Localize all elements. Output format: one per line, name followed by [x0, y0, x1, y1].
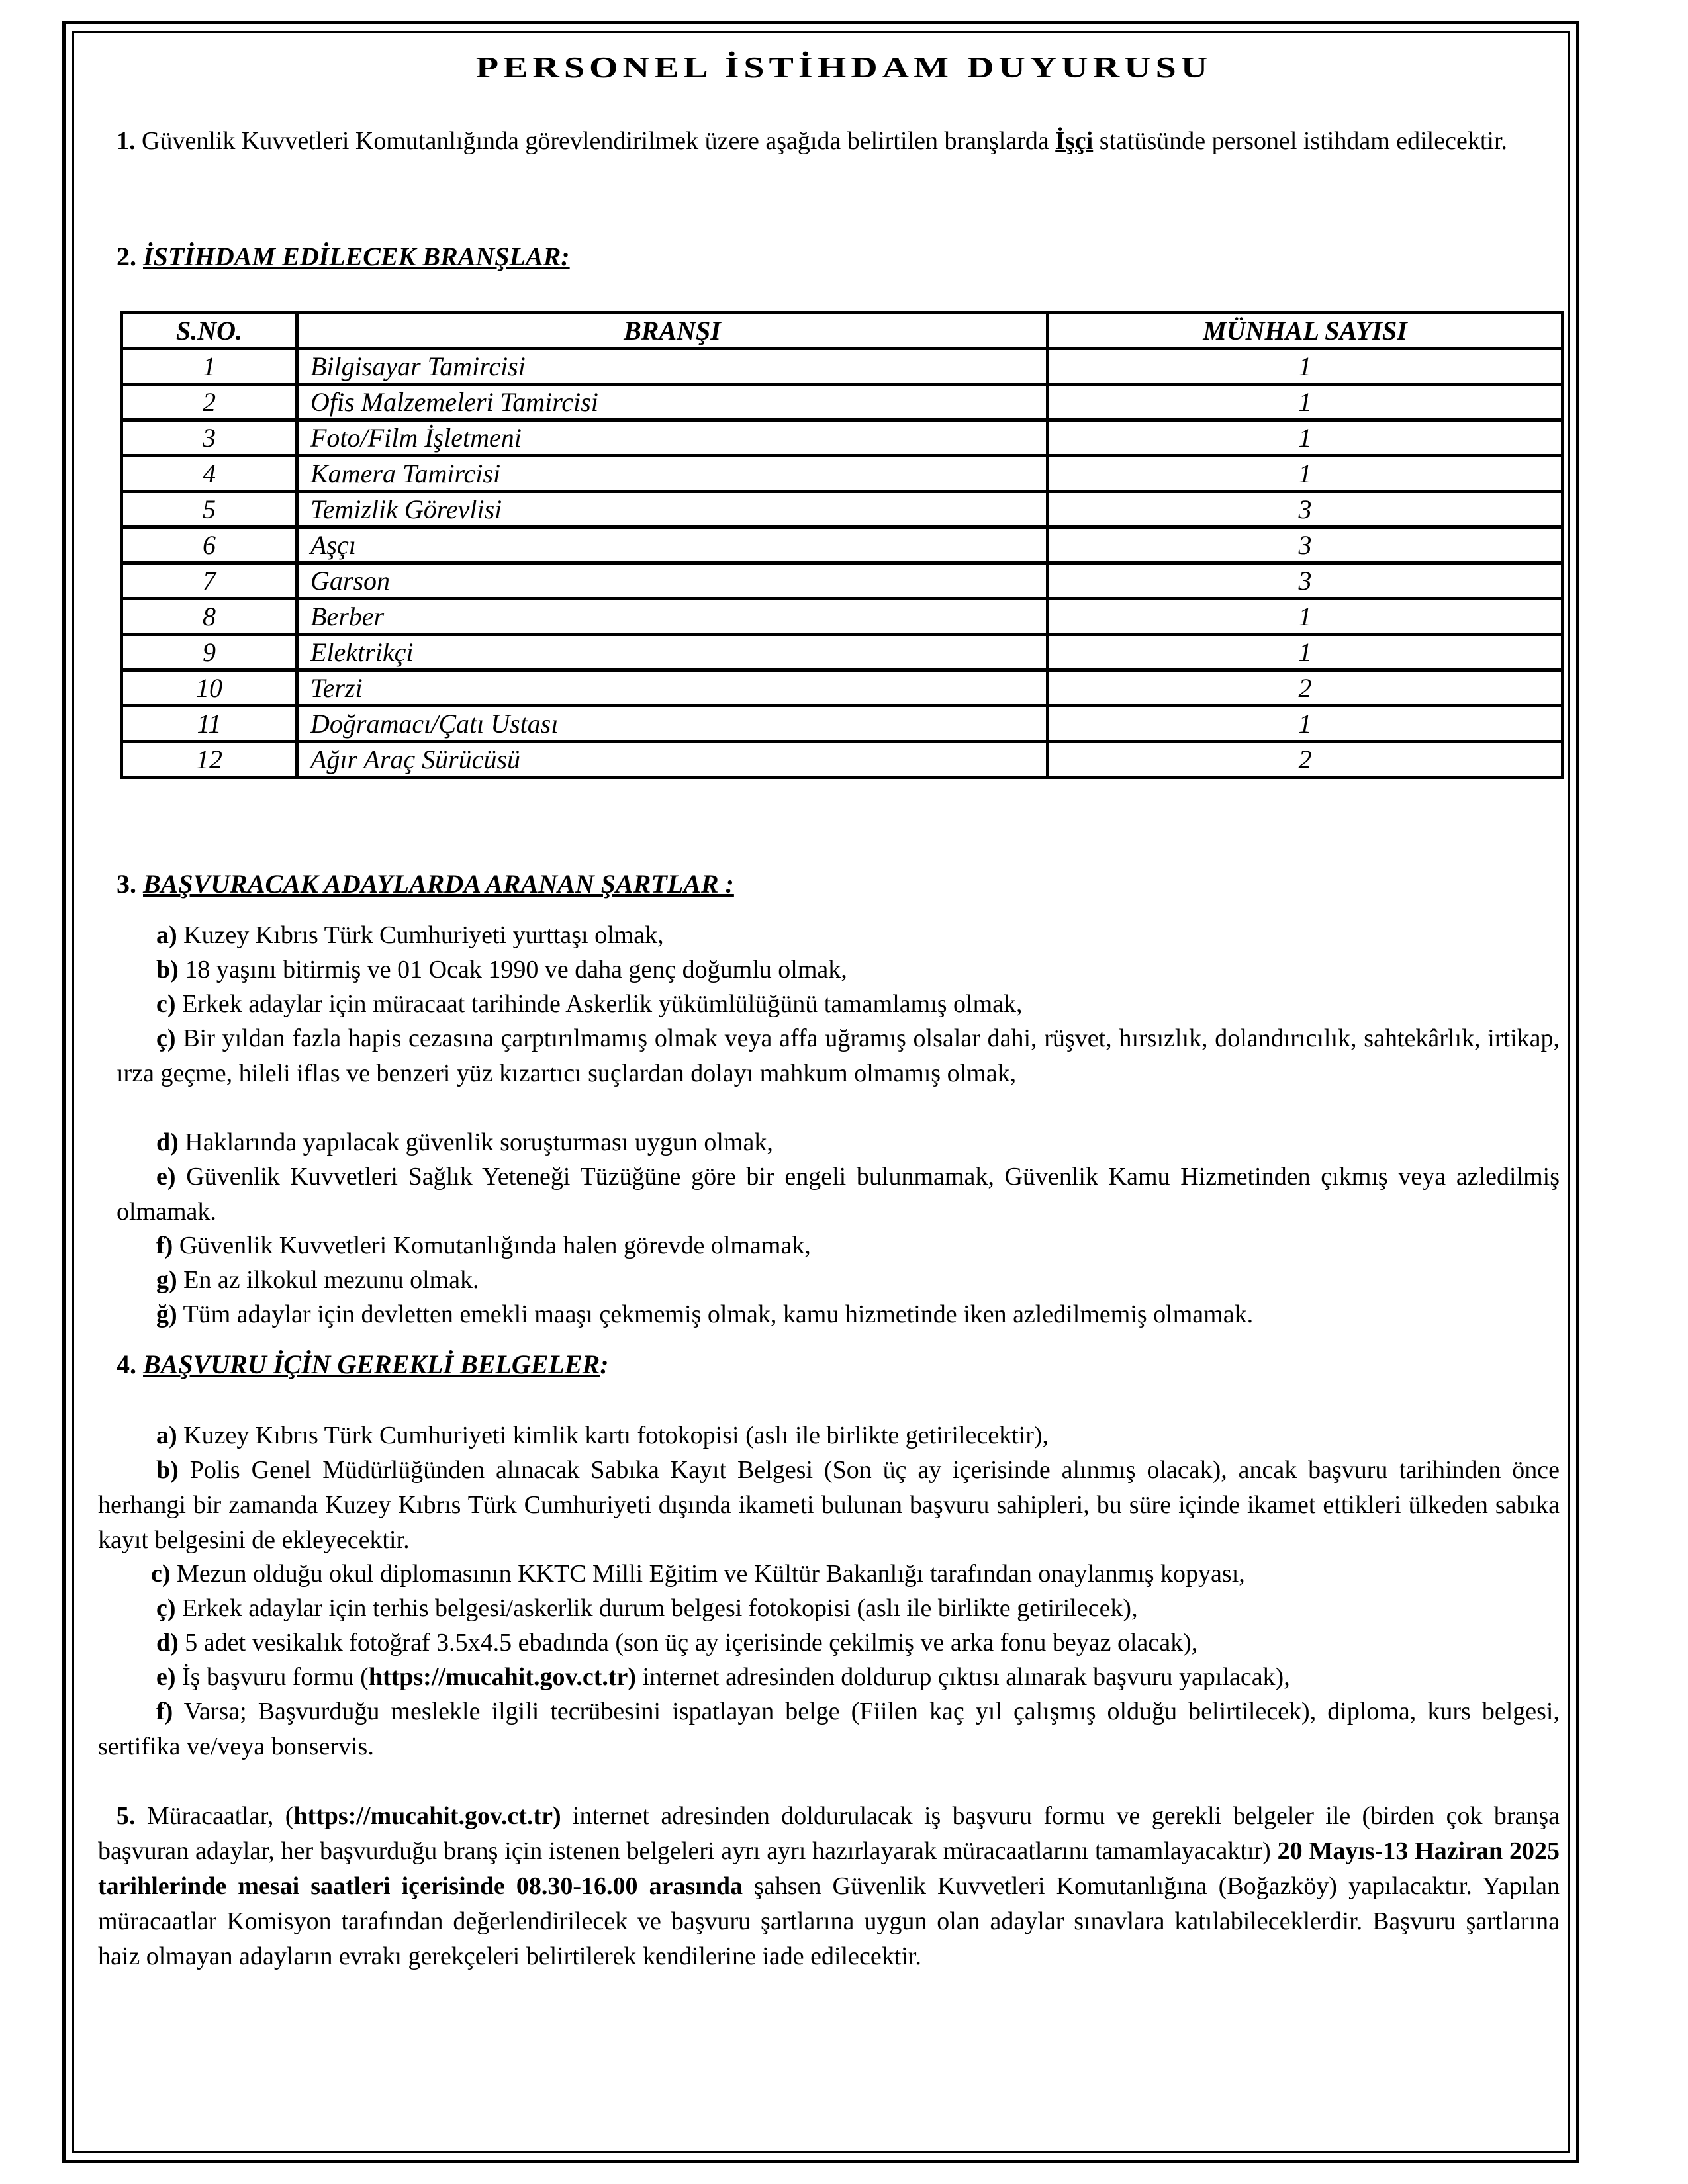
row-vacancy: 1: [1048, 599, 1563, 635]
section-5-url: https://mucahit.gov.ct.tr): [293, 1802, 561, 1830]
row-sno: 3: [122, 420, 297, 456]
condition-g: [117, 1263, 1560, 1298]
section-3-label: BAŞVURACAK ADAYLARDA ARANAN ŞARTLAR :: [143, 869, 734, 899]
row-sno: 2: [122, 385, 297, 420]
document-key: e): [156, 1663, 176, 1691]
document-key: f): [156, 1698, 173, 1725]
document-f: [98, 1694, 1560, 1764]
condition-key: g): [156, 1266, 177, 1294]
row-vacancy: 1: [1048, 385, 1563, 420]
row-branch: Berber: [297, 599, 1048, 635]
header-branch: BRANŞI: [297, 313, 1048, 349]
condition-text: 18 yaşını bitirmiş ve 01 Ocak 1990 ve daha genç doğumlu olmak,: [185, 956, 847, 983]
document-b: [98, 1453, 1560, 1558]
table-row: [122, 527, 1563, 563]
table-header-row: [122, 313, 1563, 349]
section-5-text-a: Müracaatlar, (: [146, 1802, 294, 1830]
row-sno: 11: [122, 706, 297, 742]
condition-c-cedilla: [117, 1021, 1560, 1091]
section-1: [117, 124, 1560, 159]
row-branch: Foto/Film İşletmeni: [297, 420, 1048, 456]
condition-f: [117, 1228, 1560, 1263]
table-row: [122, 635, 1563, 670]
row-branch: Terzi: [297, 670, 1048, 706]
row-vacancy: 1: [1048, 706, 1563, 742]
section-2-heading: [117, 241, 570, 272]
section-1-number: 1.: [117, 127, 136, 155]
table-row: [122, 563, 1563, 599]
section-4-heading: [117, 1349, 609, 1380]
section-4-colon: :: [600, 1349, 609, 1379]
row-sno: 8: [122, 599, 297, 635]
condition-key: ğ): [156, 1300, 177, 1328]
condition-text: Erkek adaylar için müracaat tarihinde Askerlik yükümlülüğünü tamamlamış olmak,: [182, 990, 1023, 1018]
document-c-cedilla: [98, 1591, 1560, 1626]
condition-text: Haklarında yapılacak güvenlik soruşturması uygun olmak,: [185, 1128, 773, 1156]
row-branch: Doğramacı/Çatı Ustası: [297, 706, 1048, 742]
condition-text: En az ilkokul mezunu olmak.: [183, 1266, 479, 1294]
section-5-number: 5.: [117, 1802, 136, 1830]
document-key: b): [156, 1456, 179, 1484]
row-sno: 12: [122, 742, 297, 778]
document-text: Erkek adaylar için terhis belgesi/askerlik durum belgesi fotokopisi (aslı ile birlikte getirilecek),: [182, 1594, 1138, 1622]
section-5: [98, 1799, 1560, 1974]
row-sno: 7: [122, 563, 297, 599]
row-sno: 5: [122, 492, 297, 527]
row-branch: Kamera Tamircisi: [297, 456, 1048, 492]
row-vacancy: 3: [1048, 563, 1563, 599]
document-key: a): [156, 1422, 177, 1449]
document-text-b: internet adresinden doldurup çıktısı alınarak başvuru yapılacak),: [636, 1663, 1290, 1691]
document-key: d): [156, 1629, 179, 1657]
row-sno: 1: [122, 349, 297, 385]
document-key: ç): [156, 1594, 176, 1622]
document-text: Polis Genel Müdürlüğünden alınacak Sabıka Kayıt Belgesi (Son üç ay içerisinde alınmış olacak), ancak başvuru tarihinden önce herhangi bir zamanda Kuzey Kıbrıs Türk Cumhuriyeti dışında ikameti bulunan başvuru sahipleri, bu süre içinde ikamet ettikleri ülkeden sabıka kayıt belgesini de ekleyecektir.: [98, 1456, 1560, 1554]
document-text: Varsa; Başvurduğu meslekle ilgili tecrübesini ispatlayan belge (Fiilen kaç yıl çalışmış olduğu belirtilecek), diploma, kurs belgesi, sertifika ve/veya bonservis.: [98, 1698, 1560, 1760]
condition-key: ç): [156, 1024, 176, 1052]
condition-key: a): [156, 921, 177, 949]
document-e: [98, 1660, 1560, 1695]
row-vacancy: 1: [1048, 349, 1563, 385]
section-4-label: BAŞVURU İÇİN GEREKLİ BELGELER: [143, 1349, 600, 1379]
condition-key: b): [156, 956, 179, 983]
condition-d: [117, 1125, 1560, 1160]
row-vacancy: 1: [1048, 420, 1563, 456]
section-4-number: 4.: [117, 1349, 136, 1379]
condition-b: [117, 952, 1560, 987]
condition-g-breve: [117, 1297, 1560, 1332]
section-5-text-c: şahsen Güvenlik Kuvvetleri Komutanlığına (Boğazköy) yapılacaktır. Yapılan müracaatlar Komisyon tarafından değerlendirilecek ve başvuru şartlarına uygun olan adaylar sınavlara katılabileceklerdir. Başvuru şartlarına haiz olmayan adayların evrakı gerekçeleri belirtilerek kendilerine iade edilecektir.: [98, 1872, 1560, 1970]
row-vacancy: 1: [1048, 635, 1563, 670]
document-d: [98, 1625, 1560, 1661]
condition-text: Tüm adaylar için devletten emekli maaşı çekmemiş olmak, kamu hizmetinde iken azledilmemiş olmamak.: [183, 1300, 1254, 1328]
table-row: [122, 742, 1563, 778]
condition-e: [117, 1160, 1560, 1230]
condition-key: f): [156, 1232, 173, 1259]
row-branch: Elektrikçi: [297, 635, 1048, 670]
condition-a: [117, 918, 1560, 953]
row-vacancy: 3: [1048, 527, 1563, 563]
document-c: [98, 1557, 1560, 1592]
row-branch: Ağır Araç Sürücüsü: [297, 742, 1048, 778]
row-vacancy: 3: [1048, 492, 1563, 527]
row-sno: 9: [122, 635, 297, 670]
condition-text: Kuzey Kıbrıs Türk Cumhuriyeti yurttaşı olmak,: [183, 921, 664, 949]
condition-text: Bir yıldan fazla hapis cezasına çarptırılmamış olmak veya affa uğramış olsalar dahi, rüşvet, hırsızlık, dolandırıcılık, sahtekârlık, irtikap, ırza geçme, hileli iflas ve benzeri yüz kızartıcı suçlardan dolayı mahkum olmamış olmak,: [117, 1024, 1560, 1087]
table-row: [122, 349, 1563, 385]
table-row: [122, 670, 1563, 706]
section-2-number: 2.: [117, 242, 136, 271]
branch-table: [120, 311, 1564, 779]
document-text: Mezun olduğu okul diplomasının KKTC Milli Eğitim ve Kültür Bakanlığı tarafından onaylanmış kopyası,: [177, 1560, 1245, 1588]
table-row: [122, 599, 1563, 635]
row-sno: 10: [122, 670, 297, 706]
document-text-a: İş başvuru formu (: [182, 1663, 369, 1691]
section-3-heading: [117, 868, 734, 899]
condition-c: [117, 987, 1560, 1022]
section-5-text-b: internet adresinden doldurulacak iş başvuru formu ve gerekli belgeler ile (birden çok branşa başvuran adaylar, her başvurduğu branş için istenen belgeleri ayrı ayrı hazırlayarak müracaatlarını tamamlayacaktır): [98, 1802, 1560, 1865]
document-text: Kuzey Kıbrıs Türk Cumhuriyeti kimlik kartı fotokopisi (aslı ile birlikte getirilecektir),: [183, 1422, 1049, 1449]
row-sno: 6: [122, 527, 297, 563]
row-branch: Garson: [297, 563, 1048, 599]
condition-key: d): [156, 1128, 179, 1156]
row-branch: Ofis Malzemeleri Tamircisi: [297, 385, 1048, 420]
row-branch: Temizlik Görevlisi: [297, 492, 1048, 527]
row-sno: 4: [122, 456, 297, 492]
header-vacancy: MÜNHAL SAYISI: [1048, 313, 1563, 349]
document-a: [98, 1418, 1560, 1453]
document-text: 5 adet vesikalık fotoğraf 3.5x4.5 ebadında (son üç ay içerisinde çekilmiş ve arka fonu beyaz olacak),: [185, 1629, 1198, 1657]
page-title: PERSONEL İSTİHDAM DUYURUSU: [475, 50, 1213, 85]
section-3-number: 3.: [117, 869, 136, 899]
row-vacancy: 1: [1048, 456, 1563, 492]
table-row: [122, 385, 1563, 420]
row-vacancy: 2: [1048, 670, 1563, 706]
table-row: [122, 706, 1563, 742]
application-url: https://mucahit.gov.ct.tr): [368, 1663, 637, 1691]
table-row: [122, 456, 1563, 492]
table-row: [122, 492, 1563, 527]
condition-text: Güvenlik Kuvvetleri Komutanlığında halen görevde olmamak,: [179, 1232, 811, 1259]
row-branch: Bilgisayar Tamircisi: [297, 349, 1048, 385]
section-1-emphasis: İşçi: [1055, 127, 1094, 155]
row-vacancy: 2: [1048, 742, 1563, 778]
document-key: c): [151, 1560, 171, 1588]
condition-key: e): [156, 1163, 176, 1191]
section-2-label: İSTİHDAM EDİLECEK BRANŞLAR:: [143, 242, 570, 271]
table-row: [122, 420, 1563, 456]
condition-text: Güvenlik Kuvvetleri Sağlık Yeteneği Tüzüğüne göre bir engeli bulunmamak, Güvenlik Kamu Hizmetinden çıkmış veya azledilmiş olmamak.: [117, 1163, 1560, 1226]
row-branch: Aşçı: [297, 527, 1048, 563]
section-5-dates: 20 Mayıs-13 Haziran 2025 tarihlerinde mesai saatleri içerisinde 08.30-16.00 arasında: [98, 1837, 1560, 1900]
section-1-text-a: Güvenlik Kuvvetleri Komutanlığında görevlendirilmek üzere aşağıda belirtilen branşlarda: [142, 127, 1056, 155]
header-sno: S.NO.: [122, 313, 297, 349]
section-1-text-b: statüsünde personel istihdam edilecektir.: [1093, 127, 1508, 155]
condition-key: c): [156, 990, 176, 1018]
